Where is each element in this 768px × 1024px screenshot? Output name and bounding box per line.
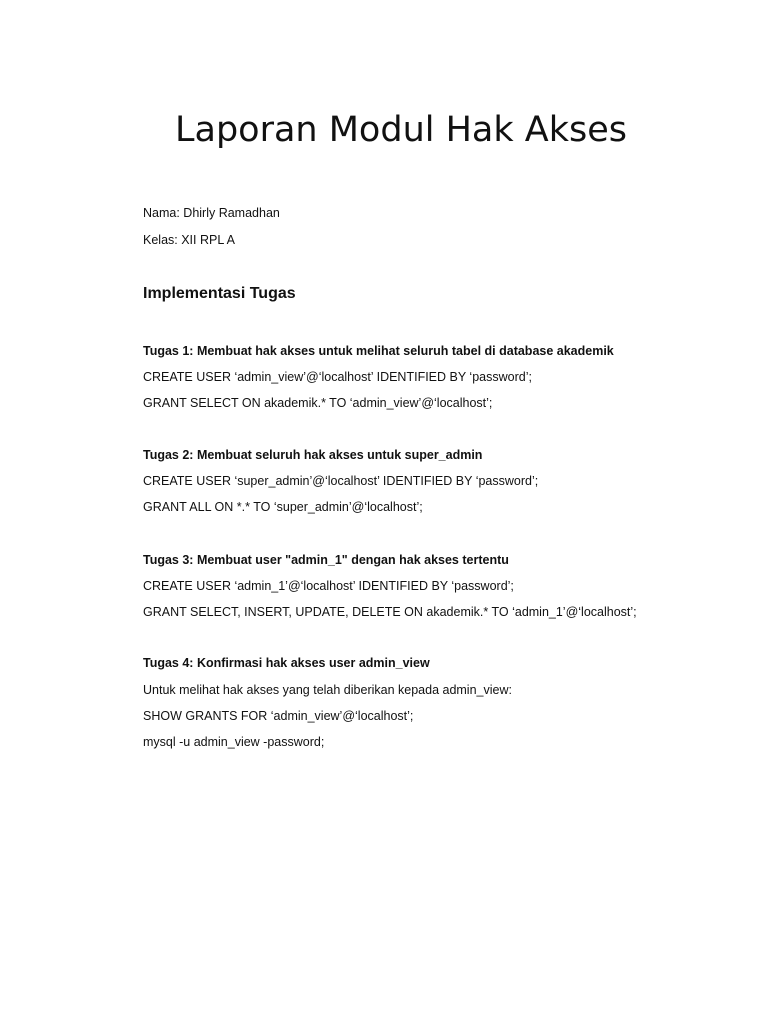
task-3-line-2: GRANT SELECT, INSERT, UPDATE, DELETE ON akademik.* TO ‘admin_1’@‘localhost’; bbox=[143, 605, 637, 619]
task-4-line-1: Untuk melihat hak akses yang telah diberikan kepada admin_view: bbox=[143, 683, 512, 697]
section-heading: Implementasi Tugas bbox=[143, 285, 296, 302]
task-4-line-3: mysql -u admin_view -password; bbox=[143, 735, 325, 749]
document-title: Laporan Modul Hak Akses bbox=[175, 110, 627, 150]
task-2-heading: Tugas 2: Membuat seluruh hak akses untuk super_admin bbox=[143, 448, 483, 462]
student-class: Kelas: XII RPL A bbox=[143, 233, 235, 247]
student-name: Nama: Dhirly Ramadhan bbox=[143, 206, 280, 220]
task-3-heading: Tugas 3: Membuat user "admin_1" dengan hak akses tertentu bbox=[143, 553, 509, 567]
task-4-line-2: SHOW GRANTS FOR ‘admin_view’@‘localhost’; bbox=[143, 709, 414, 723]
task-2-line-2: GRANT ALL ON *.* TO ‘super_admin’@‘localhost’; bbox=[143, 500, 423, 514]
task-3-line-1: CREATE USER ‘admin_1’@‘localhost’ IDENTIFIED BY ‘password’; bbox=[143, 579, 514, 593]
task-1-heading: Tugas 1: Membuat hak akses untuk melihat seluruh tabel di database akademik bbox=[143, 344, 614, 358]
task-1-line-2: GRANT SELECT ON akademik.* TO ‘admin_view’@‘localhost’; bbox=[143, 396, 493, 410]
task-4-heading: Tugas 4: Konfirmasi hak akses user admin_view bbox=[143, 656, 430, 670]
task-2-line-1: CREATE USER ‘super_admin’@‘localhost’ IDENTIFIED BY ‘password’; bbox=[143, 474, 539, 488]
task-1-line-1: CREATE USER ‘admin_view’@‘localhost’ IDENTIFIED BY ‘password’; bbox=[143, 370, 532, 384]
